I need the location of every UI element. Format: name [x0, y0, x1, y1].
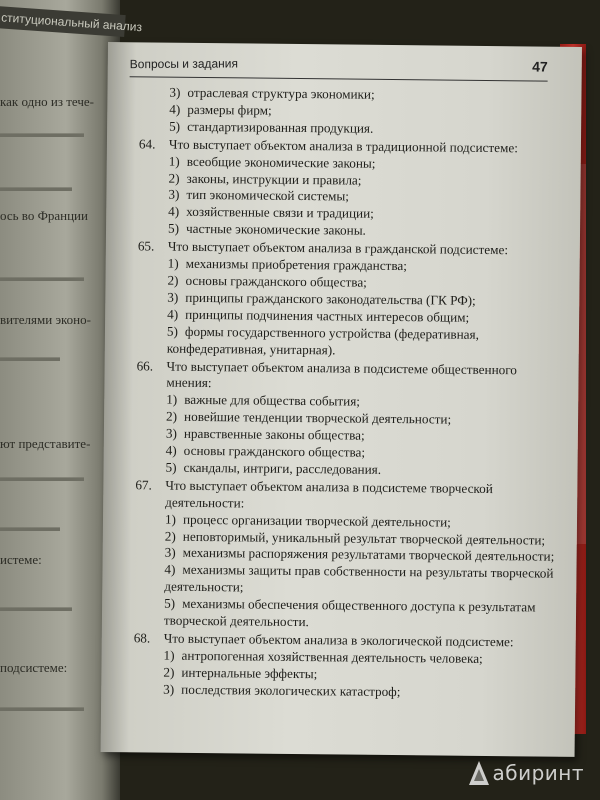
question-block [130, 136, 561, 242]
option-text: отраслевая структура экономики; [187, 84, 375, 102]
option-number: 4) [164, 561, 176, 578]
left-page-faded-line: ▬▬▬▬▬▬▬ [0, 270, 84, 284]
option-text: основы гражданского общества; [183, 442, 366, 460]
option-text: принципы подчинения частных интересов общим; [185, 306, 470, 325]
option-text: тип экономической системы; [186, 187, 350, 204]
question-block [127, 358, 558, 481]
watermark [468, 760, 584, 786]
option-number: 3) [168, 187, 180, 203]
left-page-faded-line: ▬▬▬▬▬▬▬ [0, 470, 84, 484]
option-number: 1) [168, 153, 180, 169]
left-page-line: вителями эконо- [0, 312, 91, 327]
left-page-line: истеме: [0, 552, 42, 567]
option-text: скандалы, интриги, расследования. [183, 459, 382, 477]
option-text: важные для общества события; [184, 392, 361, 409]
option-text: принципы гражданского законодательства (ГК РФ); [185, 289, 476, 308]
book-page [101, 42, 582, 757]
left-page-faded-line: ▬▬▬▬▬▬ [0, 600, 72, 614]
questions-list [125, 84, 561, 702]
option-text: неповторимый, уникальный результат творческой деятельности; [182, 528, 546, 548]
option-number: 5) [166, 323, 179, 339]
option-text: хозяйственные связи и традиции; [186, 204, 374, 222]
left-page-line: как одно из тече- [0, 94, 95, 109]
question-text: Что выступает объектом анализа в подсистеме творческой деятельности: [165, 477, 493, 511]
left-page-faded-line: ▬▬▬▬▬▬ [0, 180, 72, 194]
answer-option [126, 562, 556, 600]
option-text: механизмы приобретения гражданства; [185, 255, 408, 274]
option-text: нравственные законы общества; [183, 425, 365, 443]
option-number: 1) [167, 255, 179, 271]
left-page-line: подсистеме: [0, 660, 68, 675]
option-text: последствия экологических катастроф; [181, 681, 401, 699]
option-number: 3) [164, 545, 176, 561]
option-number: 1) [163, 647, 175, 663]
option-number: 4) [167, 306, 179, 322]
left-page-faded-line: ▬▬▬▬▬ [0, 520, 60, 534]
option-text: интернальные эффекты; [181, 664, 318, 682]
left-page-faded-line: ▬▬▬▬▬ [0, 350, 60, 364]
question-number: 68. [133, 630, 151, 646]
option-text: механизмы распоряжения результатами творческой деятельности; [182, 545, 555, 565]
option-number: 2) [168, 170, 180, 186]
answer-option [129, 323, 559, 361]
option-number: 4) [169, 101, 181, 117]
option-text: размеры фирм; [187, 101, 272, 118]
option-number: 2) [166, 408, 178, 424]
section-title: Вопросы и задания [129, 56, 239, 72]
question-number: 65. [137, 238, 155, 254]
question [128, 358, 558, 396]
option-text: частные экономические законы. [185, 221, 366, 238]
question-block [126, 477, 558, 634]
question-text: Что выступает объектом анализа в подсистеме общественного мнения: [166, 358, 518, 391]
question-block [125, 630, 556, 702]
answer-option [125, 681, 555, 702]
option-number: 2) [164, 528, 176, 544]
answer-option [126, 595, 556, 633]
option-text: механизмы обеспечения общественного доступа к результатам творческой деятельности. [163, 595, 536, 630]
option-number: 3) [165, 425, 177, 441]
left-page-header: ституциональный анализ [0, 6, 126, 37]
page-number: 47 [532, 58, 548, 75]
option-text: механизмы защиты прав собственности на результаты творческой деятельности; [164, 562, 554, 595]
option-text: процесс организации творческой деятельности; [182, 511, 451, 530]
option-number: 4) [165, 442, 177, 458]
option-text: стандартизированная продукция. [187, 118, 374, 136]
question-block [131, 84, 562, 139]
option-number: 2) [163, 664, 175, 680]
question-text: Что выступает объектом анализа в традиционной подсистеме: [168, 136, 518, 156]
labirint-logo-icon [468, 760, 490, 786]
option-text: всеобщие экономические законы; [186, 153, 376, 171]
left-page-faded-line: ▬▬▬▬▬▬▬ [0, 126, 84, 140]
watermark-text: абиринт [492, 761, 584, 785]
option-text: основы гражданского общества; [185, 272, 367, 290]
option-number: 5) [167, 220, 180, 237]
left-page-faded-line: ▬▬▬▬▬▬▬ [0, 700, 84, 714]
option-text: антропогенная хозяйственная деятельность человека; [181, 647, 483, 666]
option-text: законы, инструкции и правила; [186, 170, 362, 188]
option-number: 3) [167, 289, 179, 305]
question-text: Что выступает объектом анализа в гражданской подсистеме: [167, 238, 509, 258]
left-page-line: ют представите- [0, 436, 91, 451]
option-number: 5) [164, 595, 176, 611]
question [127, 477, 557, 515]
question-text: Что выступает объектом анализа в экологической подсистеме: [163, 630, 514, 650]
left-page-line: ось во Франции [0, 208, 88, 223]
question-number: 67. [135, 477, 152, 493]
option-text: новейшие тенденции творческой деятельности; [184, 409, 452, 427]
option-number: 1) [166, 391, 178, 408]
option-number: 4) [168, 203, 180, 220]
question-number: 64. [138, 136, 156, 152]
option-text: формы государственного устройства (федеративная, конфедеративная, унитарная). [166, 323, 480, 357]
option-number: 5) [165, 459, 177, 475]
option-number: 2) [167, 272, 179, 288]
option-number: 3) [169, 84, 181, 100]
option-number: 1) [164, 511, 177, 527]
question-block [129, 238, 560, 361]
option-number: 5) [169, 118, 181, 134]
page-header [130, 54, 548, 81]
option-number: 3) [163, 681, 175, 697]
question-number: 66. [136, 357, 154, 373]
